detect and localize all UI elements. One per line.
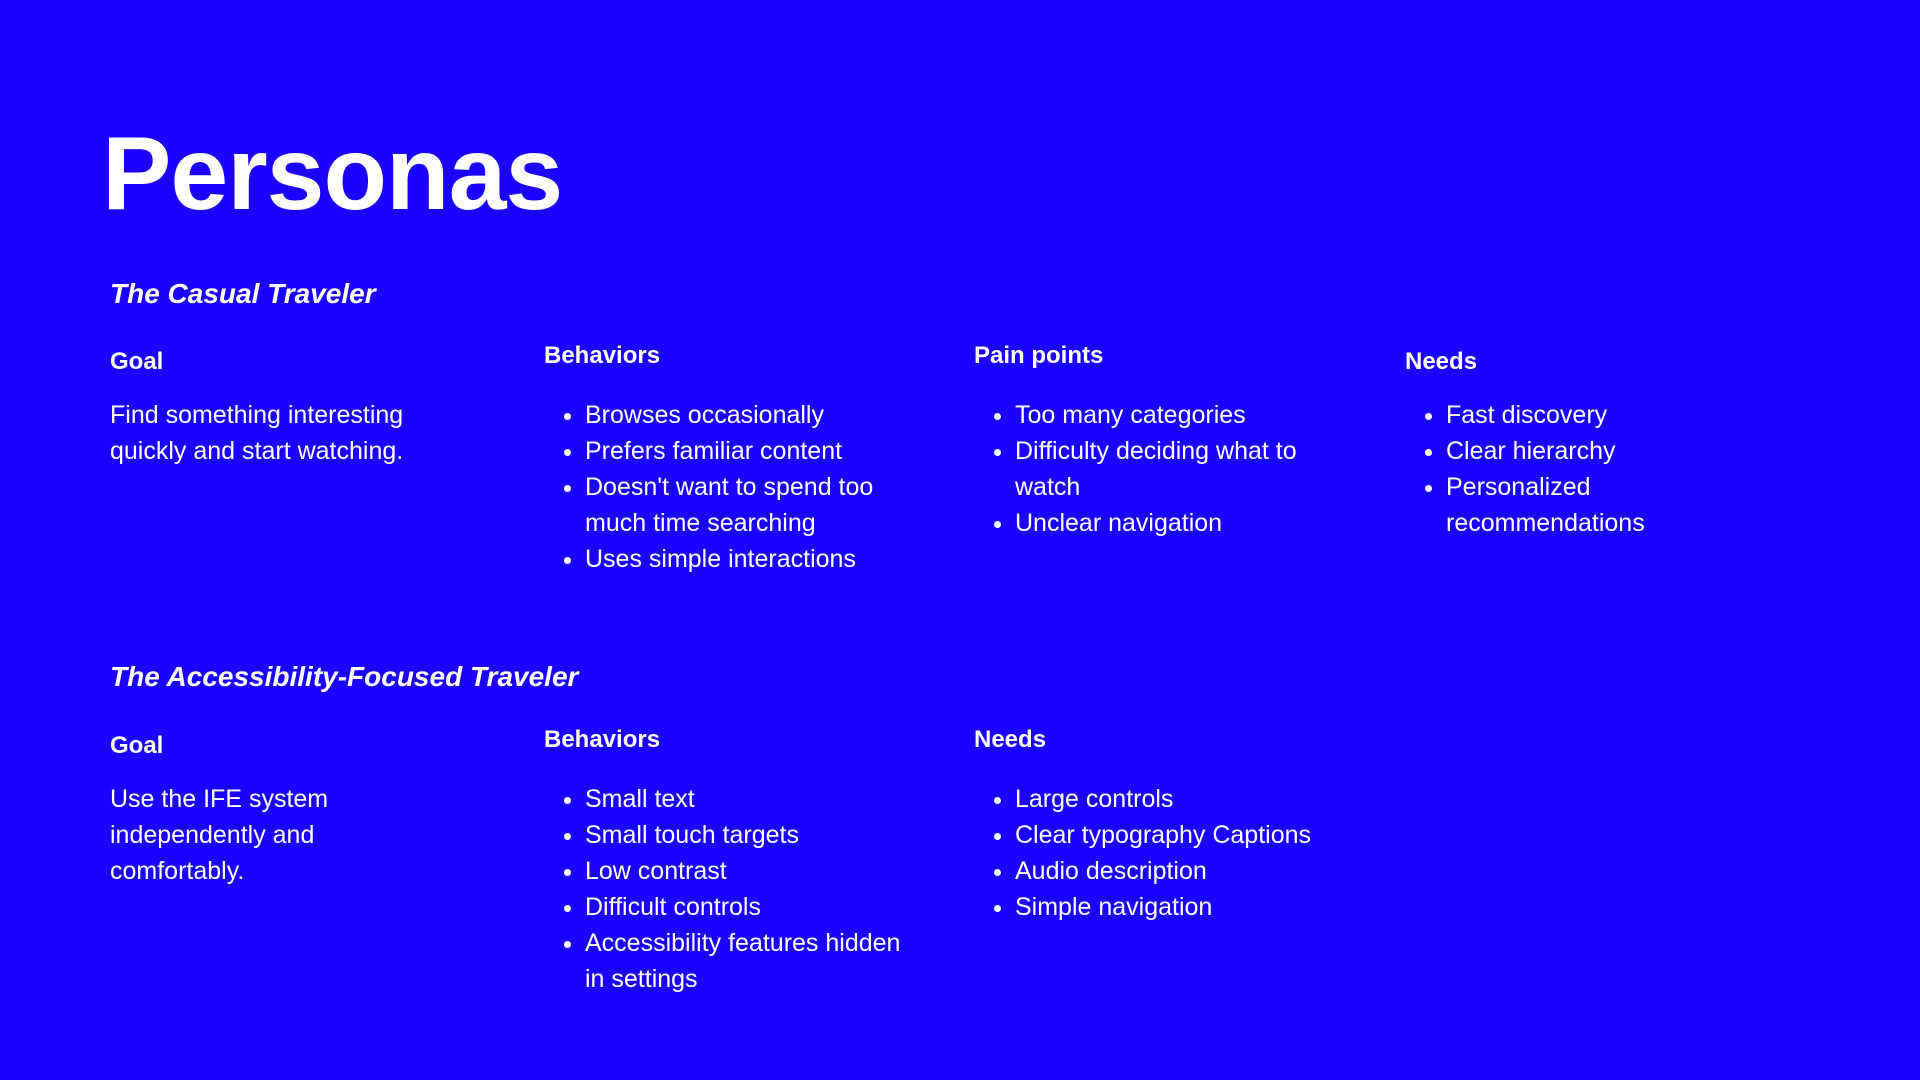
list-item: • Browses occasionally <box>585 397 905 433</box>
persona-name: The Accessibility-Focused Traveler <box>110 661 579 692</box>
list-item: • Prefers familiar content <box>585 433 905 469</box>
list-item: • Accessibility features hidden in settings <box>585 925 905 997</box>
behaviors-list <box>544 781 905 997</box>
list-item: • Fast discovery <box>1446 397 1746 433</box>
list-item: • Too many categories <box>1015 397 1345 433</box>
goal-heading: Goal <box>110 348 164 375</box>
needs-heading: Needs <box>1405 348 1478 375</box>
persona-behaviors-column <box>544 342 904 577</box>
list-item: • Clear typography Captions <box>1015 817 1415 853</box>
needs-list <box>1405 397 1746 541</box>
persona-pain-points-column <box>974 342 1334 541</box>
list-item: • Large controls <box>1015 781 1415 817</box>
behaviors-list <box>544 397 905 577</box>
list-item: • Difficult controls <box>585 889 905 925</box>
goal-text: Find something interesting quickly and start watching. <box>110 400 404 465</box>
pain-points-list <box>974 397 1345 541</box>
list-item: • Low contrast <box>585 853 905 889</box>
list-item: • Simple navigation <box>1015 889 1415 925</box>
list-item: • Audio description <box>1015 853 1415 889</box>
list-item: • Doesn't want to spend too much time searching <box>585 469 905 541</box>
list-item: • Unclear navigation <box>1015 505 1345 541</box>
pain-points-heading: Pain points <box>974 342 1104 369</box>
needs-list <box>974 781 1415 925</box>
behaviors-heading: Behaviors <box>544 726 661 753</box>
goal-heading: Goal <box>110 732 164 759</box>
list-item: • Small touch targets <box>585 817 905 853</box>
list-item: • Small text <box>585 781 905 817</box>
page-title: Personas <box>102 116 563 232</box>
persona-needs-column <box>974 726 1334 925</box>
behaviors-heading: Behaviors <box>544 342 661 369</box>
list-item: • Difficulty deciding what to watch <box>1015 433 1345 505</box>
persona-goal-column <box>110 348 470 469</box>
goal-text: Use the IFE system independently and comfortably. <box>110 784 329 885</box>
list-item: • Clear hierarchy <box>1446 433 1746 469</box>
persona-behaviors-column <box>544 726 904 997</box>
persona-name: The Casual Traveler <box>110 278 376 309</box>
list-item: • Uses simple interactions <box>585 541 905 577</box>
persona-needs-column <box>1405 348 1765 541</box>
needs-heading: Needs <box>974 726 1047 753</box>
list-item: • Personalized recommendations <box>1446 469 1746 541</box>
persona-goal-column <box>110 732 470 889</box>
